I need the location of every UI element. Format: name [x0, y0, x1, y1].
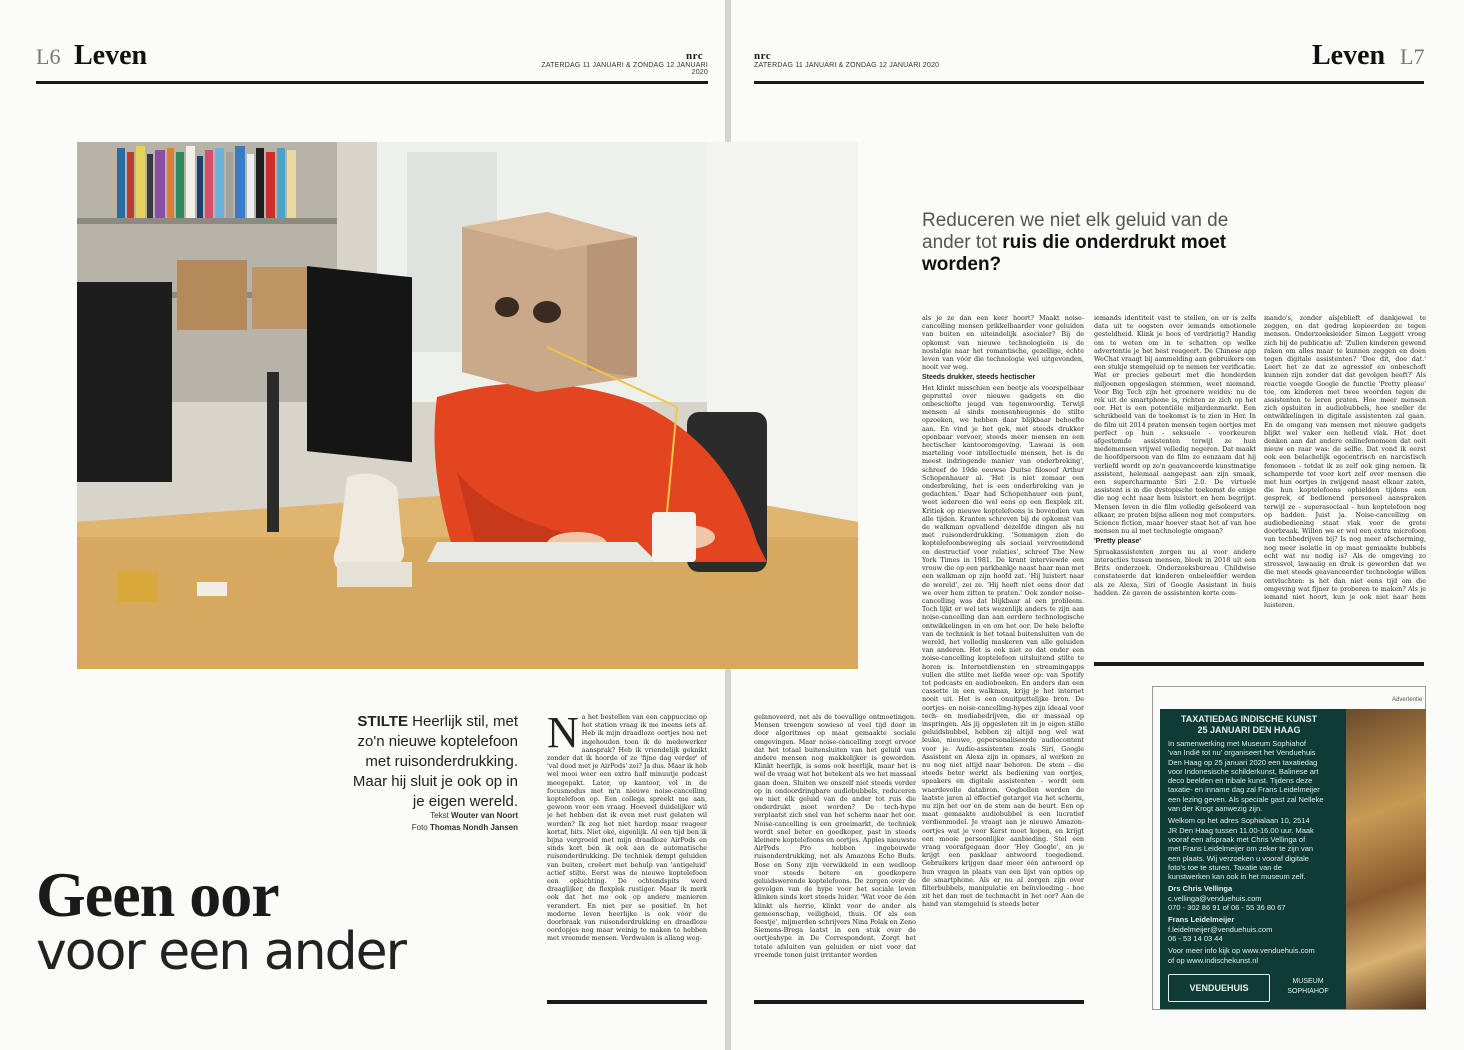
ad-line: JR Den Haag tussen 11.00-16.00 uur. Maak [1168, 825, 1314, 835]
advertisement [1160, 709, 1426, 1009]
intro-kicker: STILTE [357, 713, 408, 730]
left-footer-rule [547, 1000, 707, 1004]
credit-text-name: Wouter van Noort [451, 811, 518, 820]
right-header-rule [754, 81, 1424, 84]
right-date: ZATERDAG 11 JANUARI & ZONDAG 12 JANUARI 2020 [754, 62, 940, 69]
body-column-3a-text: als je ze dan een keer hoort? Maakt noise-cancelling mensen prikkelbaarder voor geluiden van buiten en uiteindelijk asocialer? Bij de opkomst van nieuwe technologieën is de nostalgie naar het romantische, gezellige, échte leven van vóór die technologie wel uitgevonden, nooit ver weg. [922, 314, 1084, 372]
body-column-2 [754, 713, 916, 983]
ad-line: 06 - 53 14 03 44 [1168, 933, 1223, 943]
headline-line-2: voor een ander [36, 922, 405, 982]
pull-quote [922, 210, 1232, 276]
ad-title-line-1: TAXATIEDAG INDISCHE KUNST [1180, 714, 1318, 724]
ad-line: Voor meer info kijk op www.venduehuis.com [1168, 946, 1315, 956]
body-column-4a-text: iemands identiteit vast te stellen, en er is zelfs data uit te oogsten over iemands emotionele gesteldheid. Klink je boos of verdrietig? Handig om te weten om in te schatten op welke advertentie je het best reageert. De Chinese app WeChat vraagt bij aanmelding aan gebruikers om een stukje stemgeluid op te nemen ter verificatie. Wat er precies gebeurt met die honderden miljoenen opgeslagen stemmen, weet niemand. Voor Big Tech zijn het groenere weides: nu de rek uit de smartphone is, richten ze zich op het oor. Het is een potentiële miljardenmarkt. Een schrikbeeld van de toekomst is te zien in Her. In de film uit 2014 praten mensen tegen oortjes met perfect op hun - seksuele - voorkeuren afgestemde assistenten terwijl ze hun medemensen vrijwel volledig negeren. Dat maakt de hoofdpersoon van de film zo eenzaam dat hij verliefd wordt op zo'n geavanceerde kunstmatige assistent, helemaal aangepast aan zijn smaak, een supercharmante Siri 2.0. De virtuele assistent is in die dystopische toekomst de enige die nog echt naar hem luistert en hem begrijpt. Mensen leven in die film volledig geïsoleerd van elkaar, ze praten bijna alleen nog met computers. Science fiction, maar hoever staat het af van hoe mensen nu al met technologie omgaan? [1094, 314, 1256, 536]
ad-line: van der Krogt aanwezig zijn. [1168, 804, 1263, 814]
ad-line: Welkom op het adres Sophialaan 10, 2514 [1168, 816, 1310, 826]
ad-line: In samenwerking met Museum Sophiahof [1168, 739, 1306, 748]
body-column-4b-text: Spraakassistenten zorgen nu al voor andere interacties tussen mensen, bleek in 2018 uit een Brits onderzoek. Onderzoeksbureau Childwise constateerde dat kinderen onbeleefder werden als ze Alexa, Siri of Google Assistant in huis hadden. Ze gaven de assistenten korte com- [1094, 547, 1256, 597]
article-photo [77, 142, 858, 669]
body-column-3b-text: Het klinkt misschien een beetje als voorspelbaar gepruttel over nieuwe gadgets en die onbeschofte jeugd van tegenwoordig. Terwijl mensen al sinds mensenheugenis de stilte opzoeken, we hebben daar blijkbaar behoefte aan. En vind je het gek, met steeds drukker openbaar vervoer, steeds meer mensen en een hectischer kantooromgeving. 'Lawaai is een marteling voor intellectuele mensen, het is de meest indringende manier van onderbreking', schreef de 19de eeuwse Duitse filosoof Arthur Schopenhauer al. 'Het is niet zomaar een onderbreking, het is een onderbreking van je gedachten.' Daar had Schopenhauer een punt, weet iedereen die wel eens op een flexplek zit. Kritiek op nieuwe koptelefoons is bovendien van alle tijden. Kranten schreven bij de opkomst van de walkman opvallend dezelfde dingen als nu met ruisonderdrukking. 'Sommigen zien de koptelefoonbeweging als sociaal vervreemdend en destructief voor relaties', schreef The New York Times in 1981. De krant interviewde een vrouw die op een parkbankje naast haar man met een walkman op zijn hoofd zat. 'Hij luistert naar de wereld', zei ze. 'Hij heeft niet eens door dat we over hem zitten te praten.' Ook zonder noise-cancelling was dat blijkbaar al een probleem. Toch lijkt er wel iets wezenlijk anders te zijn aan noise-cancelling dan aan eerdere technologische ontwikkelingen in en om het oor. De hele belofte van de techniek is het totaal buitensluiten van de wereld, het volledig maskeren van alle geluiden van anderen. Het is ook niet zo dat onder een noise-cancelling koptelefoon uitsluitend stilte te horen is. Internetdiensten en streamingapps vullen die stilte met liefde weer op: van Spotify tot podcasts en audioboeken. En anders dan een cassette in een walkman, krijg je het internet nooit uit. Het is een onuitputtelijke bron. De oortjes- en noise-cancelling-hypes zijn ideaal voor tech- en mediabedrijven, die er massaal op inspringen. Als jij opgesloten zit in je eigen stille geluidsbubbel, hebben zij altijd nog wel wat leuke, nieuwe, gepersonaliseerde audiocontent voor je. Audio-assistenten zoals Siri, Google Assistent en Alexa zijn in opmars, al werken ze nu nog niet altijd naar behoren. De stem - die steeds beter werkt als bediening van oortjes, speakers en digitale assistenten - wordt een waardevolle databron. Oogbollen werden de laatste jaren al effectief getarget via het scherm, nu zijn het oor en de stem aan de beurt. Een op maat gemaakte audiobubbel is een lucratief verdienmodel. Je vraagt aan je nieuwe Amazon-oortjes wat je voor Kerst moet kopen, en krijgt een mooie persoonlijke aanbieding. Stel een vraag voorafgegaan door 'Hey Google', en je krijgt een pasklaar antwoord toegediend. Gebruikers krijgen daar meer één antwoord op hun vragen in plaats van een lijst van opties op de smartphone. Als er nu al zorgen zijn over filterbubbels, manipulatie en beïnvloeding - hoe zit het dan met de techmacht in het oor? Aan de hand van stemgeluid is steeds beter [922, 383, 1084, 909]
credit-text-label: Tekst [430, 811, 449, 820]
ad-line: voor Indonesische schilderkunst, Balinese art [1168, 766, 1319, 776]
ad-painting [1346, 709, 1426, 1009]
ad-line: vooraf een afspraak met Chris Vellinga of [1168, 834, 1306, 844]
photo-illustration [77, 142, 858, 669]
ad-label: Advertentie [1392, 697, 1423, 703]
credit-photo-line [340, 822, 518, 834]
ad-line: f.leidelmeijer@venduehuis.com [1168, 924, 1273, 934]
ad-line: foto's toe te sturen. Taxatie van de [1168, 862, 1282, 872]
body-column-2-text: geïnnoveerd, net als de toevallige ontmoetingen. Mensen treengen sowieso al veel tijd door in door algoritmes op maat gemaakte sociale omgevingen. Maar noise-cancelling zorgt ervoor dat het totaal buitensluiten van het geluid van andere mensen nog makkelijker is geworden. Klinkt heerlijk, is soms ook heerlijk, maar het is wel de vraag wat het betekent als we het massaal gaan doen. Sluiten we onszelf niet steeds verder op in ondoordringbare audiobubbels, reduceren we niet elk geluid van de ander tot ruis die onderdrukt moet worden? De tech-hype verplaatst zich snel van het scherm naar het oor. Noise-cancelling is een groeimarkt, de techniek wordt snel beter en goedkoper, past in steeds kleinere koptelefoons en oortjes. Apples nieuwste AirPods Pro hebben ingebouwde ruisonderdrukking, net als Amazons Echo Buds. Bose en Sony zijn verwikkeld in een wedloop voor steeds betere en goedkopere geluidswerende koptelefoons. De zorgen over de gevolgen van de hype voor het sociale leven klinken sinds kort steeds luider. 'Wat voor de één klinkt als herrie, klinkt voor de ander als gemeenschap, veiligheid, thuis. Of als een feestje', mijmerden schrijvers Nina Polak en Zeno Siemens-Brega laatst in een stuk over de oortjeshype in De Correspondent. Zorgt het totale afsluiten van geluiden er niet voor dat vreemde tonen juist irritanter worden [754, 713, 916, 959]
ad-line: 'van Indië tot nu' organiseert het Venduehuis [1168, 748, 1316, 758]
ad-body [1168, 739, 1340, 965]
credit-photo-label: Foto [411, 823, 428, 832]
ad-logo-venduehuis: VENDUEHUIS [1168, 974, 1270, 1002]
ad-line: met Frans Leidelmeijer om zeker te zijn van [1168, 844, 1314, 854]
ad-line: een lezing geven. Als speciale gast zal Nelleke [1168, 794, 1324, 804]
headline-line-1: Geen oor [36, 859, 279, 930]
drop-cap: N [547, 713, 579, 757]
credit-text-line [340, 810, 518, 822]
body-column-4 [1094, 314, 1256, 644]
ad-line: taxatie- en inname dag zal Frans Leidelmeijer [1168, 785, 1320, 795]
right-brand: nrc [754, 50, 772, 62]
subhead-pretty-please: 'Pretty please' [1094, 538, 1141, 546]
ad-line: Drs Chris Vellinga [1168, 884, 1233, 894]
ad-logo-museum-line-2: SOPHIAHOF [1287, 988, 1329, 995]
body-column-5 [1264, 314, 1426, 644]
article-intro [340, 712, 518, 812]
ad-logo-museum-line-1: MUSEUM [1292, 978, 1324, 985]
right-footer-rule [754, 1000, 1084, 1004]
credit-photo-name: Thomas Nondh Jansen [429, 823, 518, 832]
ad-title-line-2: 25 JANUARI DEN HAAG [1197, 725, 1301, 735]
ad-line: of op www.indischekunst.nl [1168, 955, 1259, 965]
ad-line: Den Haag op 25 januari 2020 een taxatiedag [1168, 757, 1318, 767]
right-mid-rule [1094, 662, 1424, 666]
left-date: ZATERDAG 11 JANUARI & ZONDAG 12 JANUARI 2020 [541, 62, 708, 76]
body-column-5-text: mando's, zonder alsjeblieft of dankjewel te zeggen, en dat gedrag kopieerden ze tegen mensen. Onderzoeksleider Simon Leggett vroeg zich bij de publicatie af: 'Zullen kinderen gewend raken om alles maar te kunnen zeggen en doen tegen digitale assistenten? 'Doe dit, doe dat.' Leert het ze dat ze agressief en onbeschoft kunnen zijn zonder dat dat gevolgen heeft?' Als reactie voegde Google de functie 'Pretty please' toe, om kinderen met twee woorden tegen de assistenten te leren praten. Hoe meer mensen zich opsluiten in audiobubbels, hoe sneller de ontwikkelingen in digitale assistenten zal gaan. En de omgang van mensen met nieuwe gadgets blijkt wel vaker een hellend vlak. Het doet denken aan dat andere onlinefenomeen dat ooit nieuw en raar was: de selfie. Dat vond ik eerst ook een belachelijk egocentrisch en narcistisch fenomeen - totdat ik ze zelf ook ging nemen. Ik schamperde tot voor kort zelf over mensen die met hun oortjes in zwijgend naast elkaar zaten, die hun koptelefoons ophielden tijdens een gesprek, of bedienend personeel aanspraken terwijl ze - superasociaal - hun koptelefoon nog op hadden. Juist ja. Noise-cancelling en audiobediening staat vlak voor de grote doorbraak. Willen we er wel een extra microfoon van techbedrijven bij? Is nog meer afscherming, nog meer isolatie in op maat gemaakte bubbels echt wat nu nodig is? Als de omgeving zo stressvol, lawaaiig en druk is geworden dat we die met steeds geavanceerder technologie willen ontvluchten: is het dan niet eens tijd om die omgeving wat fijner te proberen te maken? Als je iemand niet hoort, kun je ook niet naar hem luisteren. [1264, 314, 1426, 610]
right-page-number: L7 [1400, 44, 1425, 69]
ad-line: kunstwerken kan ook in het museum zelf. [1168, 872, 1306, 882]
ad-logo-museum [1280, 974, 1336, 1003]
ad-line: Frans Leidelmeijer [1168, 915, 1235, 925]
ad-line: c.vellinga@venduehuis.com [1168, 893, 1262, 903]
article-credits [340, 810, 518, 834]
left-section-title: Leven [74, 40, 148, 71]
pull-quote-part-1: Reduceren we niet elk geluid van de ander tot [922, 210, 1229, 253]
body-column-1 [547, 713, 707, 983]
subhead-steeds-drukker: Steeds drukker, steeds hectischer [922, 374, 1036, 382]
body-column-3 [922, 314, 1084, 982]
left-header-rule [36, 81, 708, 84]
intro-text: Heerlijk stil, met zo'n nieuwe koptelefoon met ruisonderdrukking. Maar hij sluit je ook op in je eigen wereld. [352, 713, 518, 810]
right-section-title: Leven [1312, 40, 1386, 71]
ad-line: 070 - 302 86 91 of 06 - 55 36 80 67 [1168, 903, 1286, 913]
left-brand: nrc [686, 50, 704, 62]
pull-quote-part-2: ruis die onderdrukt moet worden? [922, 232, 1227, 275]
ad-line: een plaats. Wij verzoeken u vooraf digitale [1168, 853, 1309, 863]
ad-line: deco beelden en tribale kunst. Tijdens deze [1168, 776, 1313, 786]
body-column-1-text: a het bestellen van een cappuccino op het station vraag ik me ineens iets af. Heb ik mijn draadloze oortjes nou net ingehouden toen ik de medewerker aansprak? Heb ik vriendelijk geknikt zonder dat ik hoorde of ze 'fijne dag verder' of 'val dood met je AirPods' zei? Ja dus. Maar ik heb wel mooi weer een extra half minuutje podcast meegepakt. Later, op kantoor, vol in de focusmodus met m'n nieuwe noise-cancelling koptelefoon op. Een collega spreekt me aan, gewoon voor een vraag. Hoeveel duidelijker wil je het hebben dat ik even met rust gelaten wil worden? Ik zeg het niet hardop maar reageer kortaf, bits. Niet oké, eigenlijk. Al een tijd ben ik bijna vergroeid met mijn draadloze AirPods en sinds kort ben ik ook aan de automatische ruisonderdrukking. De techniek dempt geluiden van buiten, creëert met behulp van 'antigeluid' actief stilte. Eerst was de nieuwe koptelefoon een opluchting. De ochtendspits werd draaglijker, de flexplek rustiger. Maar ik merk ook dat het me ook op andere manieren verandert. En niet per se positief. In het moderne leven heerlijke is ook vóór de doorbraak van ruisonderdrukking en draadloze oordopjes nog maar weinig te maken te hebben met vreemde mensen. Verdwalen is allang weg- [547, 713, 707, 943]
left-page-number: L6 [36, 44, 61, 69]
